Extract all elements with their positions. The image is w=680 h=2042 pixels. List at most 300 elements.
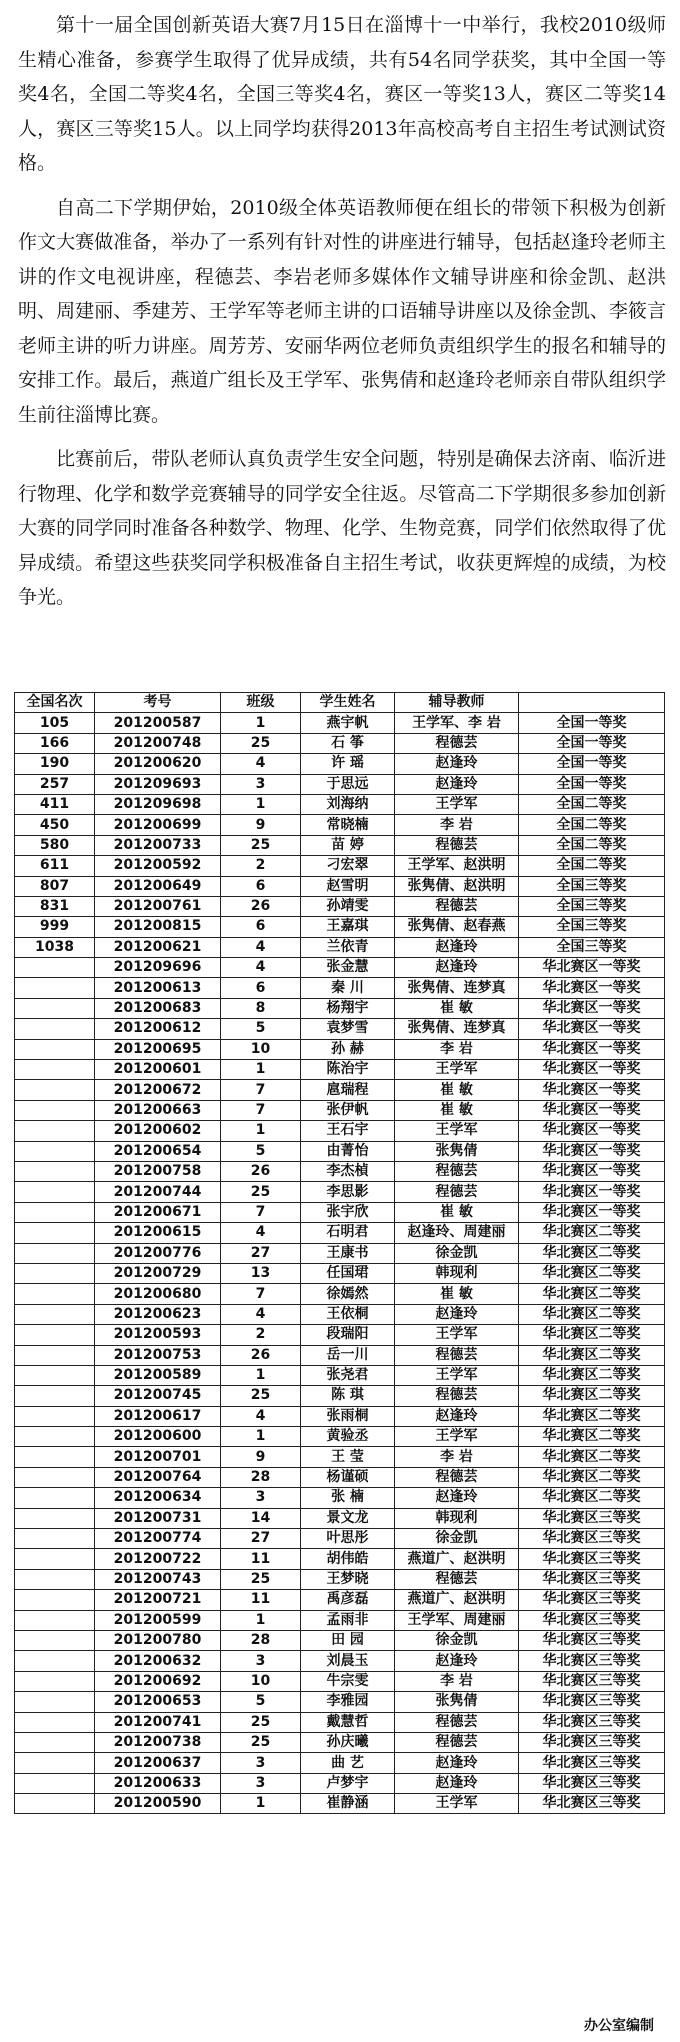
cell-tutor: 张隽倩、连梦真: [395, 1019, 519, 1039]
cell-student-name: 秦 川: [301, 978, 395, 998]
cell-tutor: 程德芸: [395, 1386, 519, 1406]
cell-tutor: 程德芸: [395, 1345, 519, 1365]
cell-tutor: 徐金凯: [395, 1529, 519, 1549]
cell-class: 1: [221, 1060, 301, 1080]
cell-student-name: 戴慧哲: [301, 1712, 395, 1732]
cell-rank: [15, 1773, 95, 1793]
cell-student-name: 崔静涵: [301, 1794, 395, 1814]
cell-student-name: 石 筝: [301, 733, 395, 753]
cell-rank: [15, 1508, 95, 1528]
table-row: [15, 1121, 665, 1141]
table-row: [15, 1161, 665, 1181]
cell-exam-id: 201200695: [95, 1039, 221, 1059]
table-row: [15, 1610, 665, 1630]
cell-rank: [15, 978, 95, 998]
table-row: [15, 1345, 665, 1365]
cell-award: 华北赛区一等奖: [519, 1019, 665, 1039]
cell-award: 华北赛区三等奖: [519, 1508, 665, 1528]
cell-class: 1: [221, 1427, 301, 1447]
cell-student-name: 石明君: [301, 1223, 395, 1243]
cell-student-name: 王依桐: [301, 1304, 395, 1324]
cell-exam-id: 201200623: [95, 1304, 221, 1324]
cell-class: 25: [221, 835, 301, 855]
cell-class: 7: [221, 1202, 301, 1222]
table-row: [15, 1141, 665, 1161]
cell-award: 华北赛区三等奖: [519, 1549, 665, 1569]
cell-class: 28: [221, 1630, 301, 1650]
cell-award: 华北赛区一等奖: [519, 1060, 665, 1080]
cell-award: 华北赛区三等奖: [519, 1529, 665, 1549]
cell-award: 华北赛区二等奖: [519, 1386, 665, 1406]
cell-rank: [15, 1141, 95, 1161]
cell-student-name: 苗 婷: [301, 835, 395, 855]
cell-class: 3: [221, 774, 301, 794]
cell-class: 5: [221, 1141, 301, 1161]
cell-exam-id: 201200748: [95, 733, 221, 753]
cell-rank: 1038: [15, 937, 95, 957]
cell-student-name: 孙 赫: [301, 1039, 395, 1059]
cell-rank: [15, 1467, 95, 1487]
cell-award: 全国二等奖: [519, 815, 665, 835]
cell-award: 华北赛区三等奖: [519, 1671, 665, 1691]
cell-rank: [15, 1630, 95, 1650]
cell-exam-id: 201200654: [95, 1141, 221, 1161]
cell-student-name: 孟雨非: [301, 1610, 395, 1630]
cell-class: 28: [221, 1467, 301, 1487]
cell-rank: [15, 1080, 95, 1100]
cell-student-name: 许 瑶: [301, 754, 395, 774]
cell-exam-id: 201200701: [95, 1447, 221, 1467]
table-row: [15, 856, 665, 876]
cell-rank: [15, 1223, 95, 1243]
cell-exam-id: 201200589: [95, 1365, 221, 1385]
cell-tutor: 赵逢玲: [395, 1773, 519, 1793]
table-row: [15, 835, 665, 855]
cell-tutor: 燕道广、赵洪明: [395, 1590, 519, 1610]
cell-student-name: 景文龙: [301, 1508, 395, 1528]
table-row: [15, 1692, 665, 1712]
cell-exam-id: 201200738: [95, 1732, 221, 1752]
cell-rank: [15, 1161, 95, 1181]
cell-student-name: 张尧君: [301, 1365, 395, 1385]
table-row: [15, 1651, 665, 1671]
cell-student-name: 孙靖雯: [301, 896, 395, 916]
table-row: [15, 1488, 665, 1508]
cell-student-name: 赵雪明: [301, 876, 395, 896]
cell-tutor: 赵逢玲: [395, 1651, 519, 1671]
cell-student-name: 孙庆曦: [301, 1732, 395, 1752]
cell-class: 2: [221, 856, 301, 876]
cell-class: 6: [221, 978, 301, 998]
cell-exam-id: 201200592: [95, 856, 221, 876]
cell-class: 1: [221, 713, 301, 733]
cell-student-name: 曲 艺: [301, 1753, 395, 1773]
cell-tutor: 张隽倩、赵春燕: [395, 917, 519, 937]
cell-class: 7: [221, 1080, 301, 1100]
cell-student-name: 王石宇: [301, 1121, 395, 1141]
cell-rank: [15, 1692, 95, 1712]
cell-rank: [15, 1243, 95, 1263]
table-row: [15, 1060, 665, 1080]
cell-class: 3: [221, 1651, 301, 1671]
cell-exam-id: 201200601: [95, 1060, 221, 1080]
cell-class: 6: [221, 917, 301, 937]
cell-exam-id: 201200699: [95, 815, 221, 835]
cell-award: 华北赛区二等奖: [519, 1447, 665, 1467]
cell-award: 华北赛区二等奖: [519, 1365, 665, 1385]
cell-student-name: 杨翔宇: [301, 998, 395, 1018]
cell-tutor: 赵逢玲: [395, 1304, 519, 1324]
cell-award: 华北赛区一等奖: [519, 1100, 665, 1120]
cell-tutor: 李 岩: [395, 1671, 519, 1691]
cell-rank: [15, 1100, 95, 1120]
cell-class: 2: [221, 1325, 301, 1345]
cell-rank: [15, 1365, 95, 1385]
cell-class: 26: [221, 1161, 301, 1181]
cell-award: 华北赛区三等奖: [519, 1794, 665, 1814]
cell-award: 华北赛区二等奖: [519, 1243, 665, 1263]
cell-rank: 105: [15, 713, 95, 733]
header-award: [519, 693, 665, 713]
cell-student-name: 王梦晓: [301, 1569, 395, 1589]
cell-exam-id: 201200612: [95, 1019, 221, 1039]
paragraph: 自高二下学期伊始，2010级全体英语教师便在组长的带领下积极为创新作文大赛做准备，举办了一系列有针对性的讲座进行辅导，包括赵逢玲老师主讲的作文电视讲座，程德芸、李岩老师多媒体作文辅导讲座和徐金凯、赵洪明、周建丽、季建芳、王学军等老师主讲的口语辅导讲座以及徐金凯、李筱言老师主讲的听力讲座。周芳芳、安丽华两位老师负责组织学生的报名和辅导的安排工作。最后，燕道广组长及王学军、张隽倩和赵逢玲老师亲自带队组织学生前往淄博比赛。: [18, 196, 666, 426]
cell-award: 华北赛区一等奖: [519, 958, 665, 978]
cell-rank: [15, 1712, 95, 1732]
cell-exam-id: 201200744: [95, 1182, 221, 1202]
cell-exam-id: 201200587: [95, 713, 221, 733]
table-row: [15, 1590, 665, 1610]
cell-rank: [15, 1590, 95, 1610]
cell-rank: [15, 1406, 95, 1426]
cell-award: 华北赛区三等奖: [519, 1630, 665, 1650]
table-row: [15, 876, 665, 896]
cell-tutor: 赵逢玲: [395, 1406, 519, 1426]
cell-rank: [15, 1019, 95, 1039]
cell-exam-id: 201200600: [95, 1427, 221, 1447]
table-row: [15, 1447, 665, 1467]
table-body: [15, 713, 665, 1814]
cell-rank: 166: [15, 733, 95, 753]
cell-tutor: 徐金凯: [395, 1243, 519, 1263]
cell-rank: 831: [15, 896, 95, 916]
cell-tutor: 崔 敏: [395, 1284, 519, 1304]
cell-exam-id: 201200745: [95, 1386, 221, 1406]
cell-tutor: 程德芸: [395, 896, 519, 916]
cell-tutor: 赵逢玲: [395, 1753, 519, 1773]
cell-class: 25: [221, 1386, 301, 1406]
cell-exam-id: 201200615: [95, 1223, 221, 1243]
table-row: [15, 1386, 665, 1406]
cell-exam-id: 201200764: [95, 1467, 221, 1487]
cell-student-name: 张 楠: [301, 1488, 395, 1508]
cell-tutor: 王学军: [395, 1325, 519, 1345]
cell-rank: [15, 1651, 95, 1671]
cell-student-name: 李杰楨: [301, 1161, 395, 1181]
cell-tutor: 李 岩: [395, 1039, 519, 1059]
table-row: [15, 1569, 665, 1589]
cell-class: 5: [221, 1692, 301, 1712]
cell-award: 华北赛区二等奖: [519, 1223, 665, 1243]
cell-student-name: 禹彦磊: [301, 1590, 395, 1610]
cell-class: 26: [221, 896, 301, 916]
cell-exam-id: 201200733: [95, 835, 221, 855]
cell-rank: 190: [15, 754, 95, 774]
cell-award: 华北赛区二等奖: [519, 1304, 665, 1324]
cell-tutor: 程德芸: [395, 1732, 519, 1752]
table-row: [15, 1019, 665, 1039]
cell-class: 10: [221, 1039, 301, 1059]
cell-tutor: 王学军: [395, 1427, 519, 1447]
cell-student-name: 张雨桐: [301, 1406, 395, 1426]
cell-tutor: 王学军: [395, 1365, 519, 1385]
cell-exam-id: 201200632: [95, 1651, 221, 1671]
cell-tutor: 韩现利: [395, 1263, 519, 1283]
cell-tutor: 李 岩: [395, 1447, 519, 1467]
cell-tutor: 程德芸: [395, 1712, 519, 1732]
cell-class: 9: [221, 815, 301, 835]
cell-class: 3: [221, 1753, 301, 1773]
cell-class: 25: [221, 1182, 301, 1202]
cell-class: 10: [221, 1671, 301, 1691]
cell-award: 华北赛区一等奖: [519, 1161, 665, 1181]
header-tutor: 辅导教师: [395, 693, 519, 713]
cell-award: 华北赛区二等奖: [519, 1488, 665, 1508]
cell-rank: [15, 1345, 95, 1365]
cell-award: 华北赛区二等奖: [519, 1345, 665, 1365]
cell-award: 全国三等奖: [519, 937, 665, 957]
table-row: [15, 978, 665, 998]
cell-student-name: 刘晨玉: [301, 1651, 395, 1671]
cell-class: 4: [221, 754, 301, 774]
cell-tutor: 张隽倩、连梦真: [395, 978, 519, 998]
cell-exam-id: 201200729: [95, 1263, 221, 1283]
cell-exam-id: 201200653: [95, 1692, 221, 1712]
cell-tutor: 张隽倩: [395, 1141, 519, 1161]
cell-award: 全国三等奖: [519, 896, 665, 916]
cell-award: 华北赛区三等奖: [519, 1712, 665, 1732]
cell-tutor: 赵逢玲: [395, 1488, 519, 1508]
cell-rank: 999: [15, 917, 95, 937]
cell-award: 全国三等奖: [519, 876, 665, 896]
cell-class: 26: [221, 1345, 301, 1365]
cell-rank: 411: [15, 794, 95, 814]
cell-class: 11: [221, 1549, 301, 1569]
cell-student-name: 于思远: [301, 774, 395, 794]
cell-tutor: 程德芸: [395, 733, 519, 753]
cell-tutor: 张隽倩、赵洪明: [395, 876, 519, 896]
cell-student-name: 燕宇帆: [301, 713, 395, 733]
cell-award: 华北赛区一等奖: [519, 1202, 665, 1222]
table-row: [15, 1549, 665, 1569]
cell-exam-id: 201200621: [95, 937, 221, 957]
cell-rank: [15, 1671, 95, 1691]
cell-student-name: 杨谨硕: [301, 1467, 395, 1487]
cell-tutor: 张隽倩: [395, 1692, 519, 1712]
table-row: [15, 774, 665, 794]
cell-class: 1: [221, 1121, 301, 1141]
cell-class: 14: [221, 1508, 301, 1528]
table-row: [15, 1080, 665, 1100]
table-row: [15, 1712, 665, 1732]
cell-rank: [15, 1325, 95, 1345]
cell-student-name: 段瑞阳: [301, 1325, 395, 1345]
cell-award: 华北赛区二等奖: [519, 1284, 665, 1304]
table-row: [15, 917, 665, 937]
cell-class: 27: [221, 1529, 301, 1549]
cell-exam-id: 201200815: [95, 917, 221, 937]
cell-rank: 807: [15, 876, 95, 896]
table-row: [15, 1753, 665, 1773]
table-row: [15, 896, 665, 916]
table-row: [15, 1325, 665, 1345]
table-row: [15, 1365, 665, 1385]
cell-award: 华北赛区三等奖: [519, 1610, 665, 1630]
cell-tutor: 韩现利: [395, 1508, 519, 1528]
cell-exam-id: 201200683: [95, 998, 221, 1018]
cell-rank: 611: [15, 856, 95, 876]
cell-student-name: 张宇欣: [301, 1202, 395, 1222]
cell-exam-id: 201200692: [95, 1671, 221, 1691]
table-row: [15, 1773, 665, 1793]
cell-exam-id: 201200634: [95, 1488, 221, 1508]
table-header-row: [15, 693, 665, 713]
cell-tutor: 赵逢玲: [395, 754, 519, 774]
cell-student-name: 黄验丞: [301, 1427, 395, 1447]
cell-class: 9: [221, 1447, 301, 1467]
cell-student-name: 王康书: [301, 1243, 395, 1263]
cell-tutor: 燕道广、赵洪明: [395, 1549, 519, 1569]
cell-student-name: 牛宗雯: [301, 1671, 395, 1691]
cell-award: 全国二等奖: [519, 856, 665, 876]
table-row: [15, 937, 665, 957]
table-row: [15, 1243, 665, 1263]
cell-award: 华北赛区二等奖: [519, 1325, 665, 1345]
cell-tutor: 徐金凯: [395, 1630, 519, 1650]
cell-exam-id: 201200722: [95, 1549, 221, 1569]
cell-student-name: 王嘉琪: [301, 917, 395, 937]
cell-rank: [15, 1753, 95, 1773]
table-row: [15, 1263, 665, 1283]
cell-tutor: 程德芸: [395, 835, 519, 855]
cell-rank: 450: [15, 815, 95, 835]
cell-student-name: 常晓楠: [301, 815, 395, 835]
cell-student-name: 王 莹: [301, 1447, 395, 1467]
cell-class: 4: [221, 937, 301, 957]
cell-student-name: 李思影: [301, 1182, 395, 1202]
cell-exam-id: 201209693: [95, 774, 221, 794]
cell-award: 华北赛区三等奖: [519, 1651, 665, 1671]
cell-student-name: 卢梦宇: [301, 1773, 395, 1793]
cell-student-name: 扈瑞程: [301, 1080, 395, 1100]
cell-rank: [15, 998, 95, 1018]
cell-class: 7: [221, 1284, 301, 1304]
table-row: [15, 1794, 665, 1814]
cell-exam-id: 201209696: [95, 958, 221, 978]
cell-class: 1: [221, 1610, 301, 1630]
cell-rank: 580: [15, 835, 95, 855]
table-row: [15, 1304, 665, 1324]
cell-student-name: 胡伟皓: [301, 1549, 395, 1569]
cell-rank: [15, 1488, 95, 1508]
cell-exam-id: 201200613: [95, 978, 221, 998]
cell-class: 4: [221, 1304, 301, 1324]
cell-tutor: 程德芸: [395, 1569, 519, 1589]
cell-rank: [15, 1284, 95, 1304]
paragraph: 第十一届全国创新英语大赛7月15日在淄博十一中举行，我校2010级师生精心准备，参赛学生取得了优异成绩，共有54名同学获奖，其中全国一等奖4名，全国二等奖4名，全国三等奖4名，赛区一等奖13人，赛区二等奖14人，赛区三等奖15人。以上同学均获得2013年高校高考自主招生考试测试资格。: [18, 14, 666, 174]
cell-award: 华北赛区二等奖: [519, 1427, 665, 1447]
cell-award: 华北赛区一等奖: [519, 1182, 665, 1202]
cell-rank: [15, 1263, 95, 1283]
cell-student-name: 田 园: [301, 1630, 395, 1650]
table-row: [15, 1039, 665, 1059]
cell-award: 华北赛区三等奖: [519, 1692, 665, 1712]
cell-tutor: 王学军、周建丽: [395, 1610, 519, 1630]
table-row: [15, 1671, 665, 1691]
cell-exam-id: 201200593: [95, 1325, 221, 1345]
cell-class: 4: [221, 958, 301, 978]
cell-exam-id: 201200663: [95, 1100, 221, 1120]
cell-rank: [15, 1427, 95, 1447]
cell-class: 4: [221, 1223, 301, 1243]
cell-student-name: 袁梦雪: [301, 1019, 395, 1039]
cell-student-name: 刘海纳: [301, 794, 395, 814]
cell-student-name: 叶思彤: [301, 1529, 395, 1549]
cell-tutor: 赵逢玲、周建丽: [395, 1223, 519, 1243]
cell-exam-id: 201200761: [95, 896, 221, 916]
cell-exam-id: 201200731: [95, 1508, 221, 1528]
cell-class: 1: [221, 794, 301, 814]
cell-class: 11: [221, 1590, 301, 1610]
cell-tutor: 崔 敏: [395, 1202, 519, 1222]
table-row: [15, 1284, 665, 1304]
cell-award: 全国二等奖: [519, 794, 665, 814]
cell-student-name: 任国珺: [301, 1263, 395, 1283]
cell-award: 华北赛区二等奖: [519, 1406, 665, 1426]
cell-rank: [15, 1732, 95, 1752]
cell-class: 25: [221, 733, 301, 753]
table-row: [15, 1202, 665, 1222]
cell-exam-id: 201200649: [95, 876, 221, 896]
cell-tutor: 王学军、赵洪明: [395, 856, 519, 876]
cell-exam-id: 201200780: [95, 1630, 221, 1650]
cell-exam-id: 201200617: [95, 1406, 221, 1426]
table-row: [15, 1529, 665, 1549]
table-row: [15, 1100, 665, 1120]
table-row: [15, 1630, 665, 1650]
cell-award: 华北赛区一等奖: [519, 998, 665, 1018]
table-row: [15, 958, 665, 978]
footer-author: 办公室编制: [584, 2018, 654, 2034]
cell-class: 25: [221, 1732, 301, 1752]
cell-tutor: 王学军: [395, 1060, 519, 1080]
cell-exam-id: 201200753: [95, 1345, 221, 1365]
article-body: [18, 8, 666, 625]
cell-rank: [15, 1529, 95, 1549]
cell-class: 1: [221, 1365, 301, 1385]
cell-rank: [15, 958, 95, 978]
table-row: [15, 754, 665, 774]
cell-tutor: 程德芸: [395, 1467, 519, 1487]
cell-class: 25: [221, 1712, 301, 1732]
cell-class: 4: [221, 1406, 301, 1426]
cell-award: 华北赛区三等奖: [519, 1732, 665, 1752]
cell-rank: 257: [15, 774, 95, 794]
table-row: [15, 1223, 665, 1243]
cell-class: 27: [221, 1243, 301, 1263]
table-row: [15, 1182, 665, 1202]
table-row: [15, 733, 665, 753]
